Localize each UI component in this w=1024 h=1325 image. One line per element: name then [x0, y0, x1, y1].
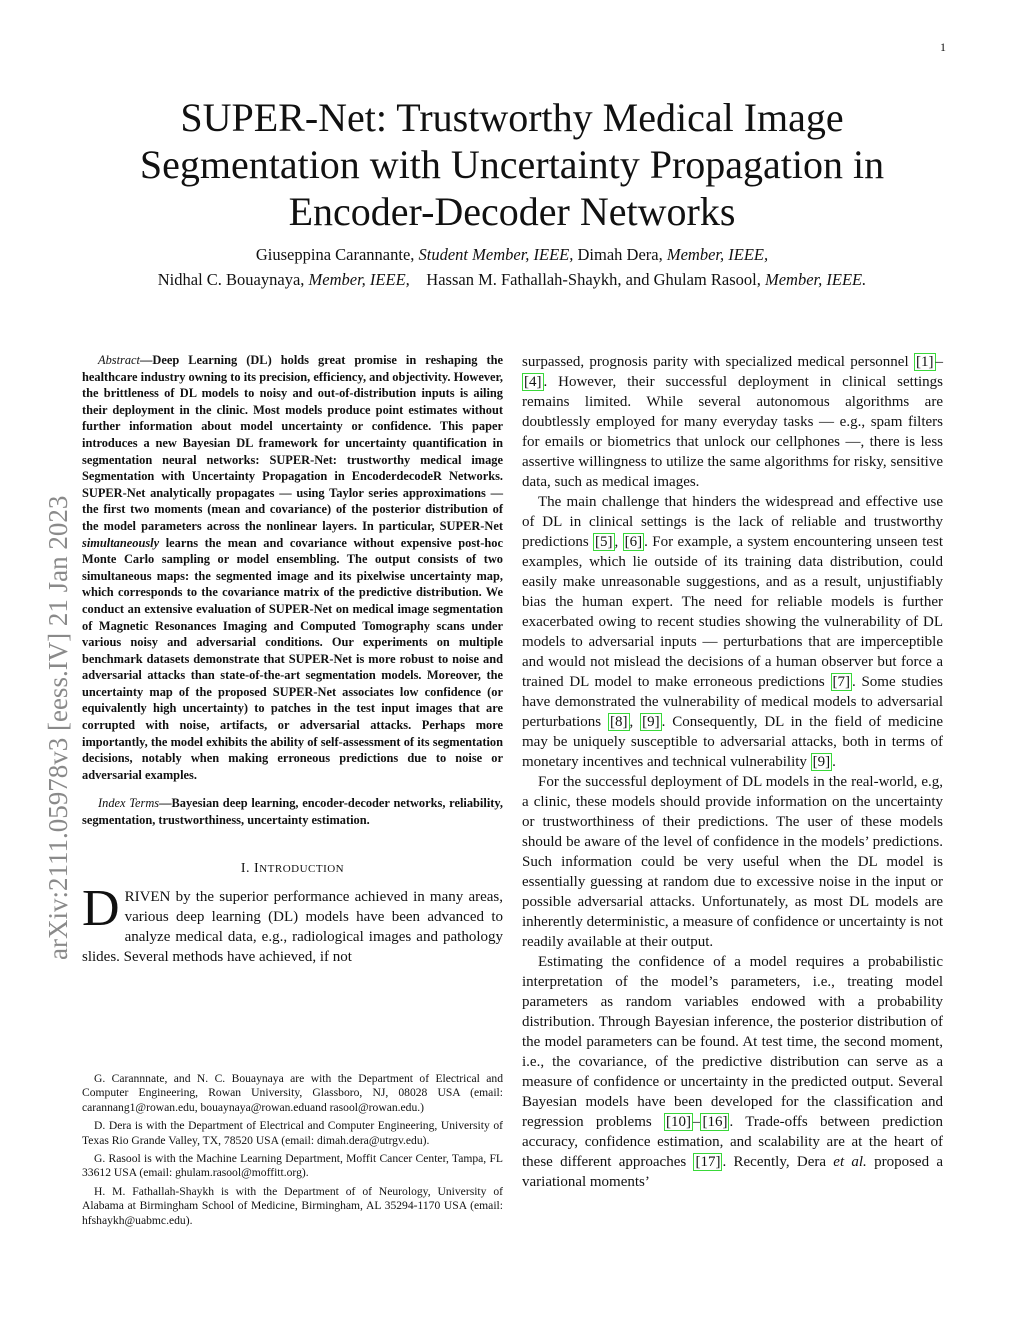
footnote-affiliation: D. Dera is with the Department of Electrical and Computer Engineering, University of Texas Rio Grande Valley, TX, 78520 USA (email: dimah.dera@utrgv.edu).: [82, 1119, 503, 1147]
index-terms-dash: —: [159, 796, 172, 811]
body-paragraph-2: [522, 492, 943, 772]
index-terms-text: Bayesian deep learning, encoder-decoder networks, reliability, segmentation, trustworthiness, uncertainty estimation.: [82, 796, 503, 828]
citation-link[interactable]: [9]: [642, 714, 660, 730]
abstract-label: Abstract: [98, 353, 140, 367]
author-line-2: [60, 267, 964, 292]
citation-link[interactable]: [6]: [624, 534, 643, 550]
body-text-run: . Recently, Dera: [722, 1154, 827, 1170]
body-text-run: . However, their successful deployment in clinical settings remains limited. While several autonomous algorithms are doubtlessly employed for many everyday tasks — e.g., spam filters for emails or biometrics that unlock our cellphones —, there is less assertive willingness to utilize the same algorithms for risky, sensitive data, such as medical images.: [522, 374, 943, 490]
body-text-run: surpassed, prognosis parity with specialized medical personnel: [522, 354, 909, 370]
paper-title: SUPER-Net: Trustworthy Medical Image Segmentation with Uncertainty Propagation in Encoder-Decoder Networks: [139, 95, 885, 234]
abstract-dash: —: [140, 353, 153, 367]
abstract-text-part1: Deep Learning (DL) holds great promise in reshaping the healthcare industry owning to its precision, efficiency, and objectivity. However, the brittleness of DL models to noisy and out-of-distribution inputs is ailing their deployment in the clinic. Most models produce point estimates without further information about model uncertainty or confidence. This paper introduces a new Bayesian DL framework for uncertainty quantification in segmentation neural networks: SUPER-Net: trustworthy medical image Segmentation with Uncertainty Propagation in EncoderdecodeR Networks. SUPER-Net analytically propagates — using Taylor series approximations — the first two moments (mean and covariance) of the posterior distribution of the model parameters across the nonlinear layers. In particular, SUPER-Net: [82, 353, 503, 533]
citation-link[interactable]: [1]: [916, 354, 934, 370]
body-paragraph-4: [522, 952, 943, 1192]
body-text-run: –: [692, 1114, 701, 1130]
left-column: [82, 352, 503, 967]
author-name: Giuseppina Carannante,: [255, 245, 415, 264]
author-name: Dimah Dera,: [577, 245, 663, 264]
author-membership: Member, IEEE,: [666, 245, 769, 264]
section-first-letter: I: [254, 860, 260, 876]
citation-link[interactable]: [9]: [812, 754, 831, 770]
abstract-emphasis: simultaneously: [82, 535, 160, 550]
footnote-affiliation: H. M. Fathallah-Shaykh is with the Department of of Neurology, University of Alabama at Birmingham School of Medicine, Birmingham, AL 35294-1170 USA (email: hfshaykh@uabmc.edu).: [82, 1184, 503, 1227]
author-list: [60, 242, 964, 292]
body-text-run: ,: [629, 714, 641, 730]
author-name: Nidhal C. Bouaynaya,: [157, 270, 305, 289]
body-text-run: . Trade-offs between prediction accuracy, confidence estimation, and scalability are at the heart of these different approaches: [522, 1114, 943, 1170]
abstract: [82, 352, 503, 783]
body-text-run: The main challenge that hinders the widespread and effective use of DL in clinical settings is the lack of reliable and trustworthy predictions: [522, 494, 943, 550]
index-terms: [82, 795, 503, 828]
citation-link[interactable]: [17]: [695, 1154, 721, 1170]
right-column: [522, 352, 943, 1192]
footnote-affiliation: G. Rasool is with the Machine Learning Department, Moffit Cancer Center, Tampa, FL 33612 USA (email: ghulam.rasool@moffitt.org).: [82, 1152, 503, 1180]
author-membership: Member, IEEE.: [764, 270, 867, 289]
body-text-run: . Consequently, DL in the field of medicine may be uniquely susceptible to adversarial attacks, both in terms of monetary incentives and technical vulnerability: [522, 714, 944, 770]
body-text-run: ,: [614, 534, 623, 550]
section-title-rest: NTRODUCTION: [259, 862, 345, 875]
footnotes: [82, 1072, 503, 1232]
body-text-run: . Some studies have demonstrated the vulnerability of medical models to adversarial perturbations: [522, 674, 944, 730]
page-number: 1: [940, 40, 946, 54]
body-text-run: proposed a variational moments’: [522, 1154, 944, 1190]
author-line-1: [60, 242, 964, 267]
body-paragraph-1: [522, 352, 943, 492]
citation-link[interactable]: [4]: [524, 374, 542, 390]
body-emphasis: et al.: [833, 1154, 867, 1170]
footnote-affiliation: G. Carannnate, and N. C. Bouaynaya are with the Department of Electrical and Computer Engineering, Rowan University, Glassboro, NJ, 08028 USA (email: carannang1@rowan.edu, bouaynaya@rowan.eduand rasool@rowan.edu.): [82, 1072, 503, 1114]
index-terms-label: Index Terms: [98, 796, 160, 811]
body-text-run: . For example, a system encountering unseen test examples, which lie outside of its training data distribution, could easily make unreasonable suggestions, and as a result, unjustifiably bias the human expert. The need for reliable models is further exacerbated owing to recent studies showing the vulnerability of DL models to adversarial inputs — perturbations that are imperceptible and would not mislead the decisions of a human observer but force a trained DL model to make erroneous predictions: [522, 534, 944, 690]
abstract-text-part2: learns the mean and covariance without expensive post-hoc Monte Carlo sampling or model ensembling. The output consists of two simultaneous maps: the segmented image and its pixelwise uncertainty map, which corresponds to the covariance matrix of the predictive distribution. We conduct an extensive evaluation of SUPER-Net on medical image segmentation of Magnetic Resonances Imaging and Computed Tomography scans under various noisy and adversarial conditions. Our experiments on multiple benchmark datasets demonstrate that SUPER-Net is more robust to noise and adversarial attacks than state-of-the-art segmentation models. Moreover, the uncertainty map of the proposed SUPER-Net associates low confidence (or equivalently high uncertainty) to patches in the test input images that are corrupted with noise, artifacts, or adversarial attacks. Perhaps more importantly, the model exhibits the ability of self-assessment of its segmentation decisions, notably when making erroneous predictions due to noise or adversarial examples.: [82, 535, 503, 782]
author-membership: Member, IEEE,: [308, 270, 410, 289]
arxiv-identifier: arXiv:2111.05978v3 [eess.IV] 21 Jan 2023: [43, 495, 73, 960]
citation-link[interactable]: [7]: [832, 674, 850, 690]
author-name: Hassan M. Fathallah-Shaykh, and Ghulam Rasool,: [426, 270, 761, 289]
citation-link[interactable]: [8]: [610, 714, 628, 730]
drop-cap: D: [82, 879, 120, 937]
section-numeral: I.: [240, 860, 251, 876]
body-text-run: .: [832, 754, 836, 770]
body-text-run: Estimating the confidence of a model requires a probabilistic interpretation of the model’s parameters, i.e., treating model parameters as random variables endowed with a probability distribution. Through Bayesian inference, the posterior distribution of the model parameters can be found. At test time, the second moment, i.e., the covariance, of the predictive distribution can serve as a measure of confidence or uncertainty in the predicted output. Several Bayesian models have been developed for the classification and regression problems: [522, 954, 943, 1130]
intro-text: RIVEN by the superior performance achieved in many areas, various deep learning (DL) models have been advanced to analyze medical data, e.g., radiological images and pathology slides. Several methods have achieved, if not: [82, 888, 503, 965]
author-membership: Student Member, IEEE,: [418, 245, 574, 264]
section-heading-introduction: [82, 861, 503, 877]
body-paragraph-3: For the successful deployment of DL models in the real-world, e.g, a clinic, these models should provide information on the uncertainty or trustworthiness of their predictions. The user of these models should be aware of the level of confidence in the models’ predictions. Such information could be very useful when the DL model is essentially guessing at random due to excessive noise in the input or possible adversarial attacks. Unfortunately, as most DL models are inherently deterministic, a measure of confidence or uncertainty is not readily available at their output.: [522, 774, 943, 950]
intro-paragraph: [82, 879, 503, 967]
citation-link[interactable]: [5]: [595, 534, 613, 550]
citation-link[interactable]: [10]: [665, 1114, 691, 1130]
citation-link[interactable]: [16]: [702, 1114, 728, 1130]
body-text-run: –: [935, 354, 943, 370]
